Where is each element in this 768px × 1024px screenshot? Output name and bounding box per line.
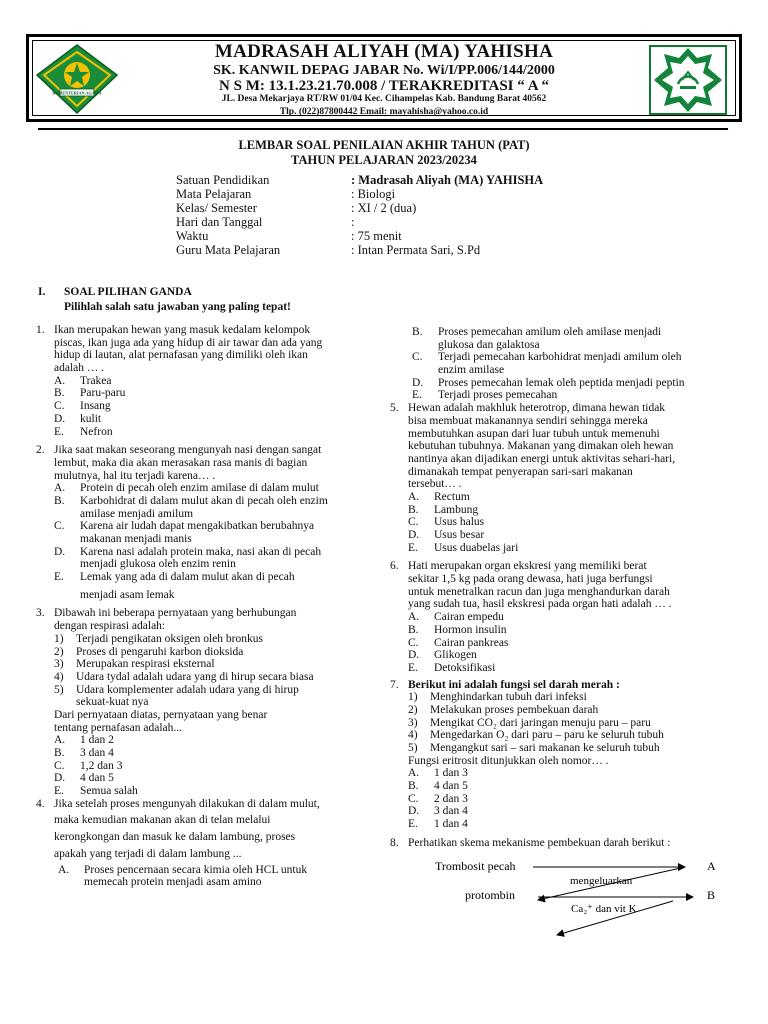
option-letter: A. (408, 611, 420, 624)
line-text: makanan menjadi manis (80, 533, 192, 545)
question-text-line (36, 470, 381, 483)
option-letter: 2) (54, 645, 64, 658)
line-text: Protein di pecah oleh enzim amilase di dalam mulut (80, 482, 319, 495)
diagram-mengeluarkan: mengeluarkan (570, 875, 633, 887)
line-text: 2 dan 3 (434, 792, 468, 805)
line-text: Karena nasi adalah protein maka, nasi akan di pecah (80, 545, 322, 558)
line-text: Usus besar (434, 529, 485, 541)
question-text-line (36, 337, 381, 350)
question-text-line (390, 478, 742, 491)
line-text: Trakea (80, 374, 112, 387)
answer-option (390, 389, 742, 402)
question-stem (390, 679, 742, 692)
line-text: Merupakan respirasi eksternal (76, 658, 215, 671)
answer-option (36, 426, 381, 439)
answer-option (390, 637, 742, 650)
line-text: Detoksifikasi (434, 661, 496, 674)
info-value: : Intan Permata Sari, S.Pd (351, 243, 481, 257)
statement-item (390, 691, 742, 704)
info-row (176, 229, 543, 243)
line-text: Menghindarkan tubuh dari infeksi (430, 691, 587, 704)
question-text: Dibawah ini beberapa pernyataan yang berhubungan (54, 607, 297, 620)
question-text: Hati merupakan organ ekskresi yang memiliki berat (408, 560, 647, 573)
answer-option (390, 504, 742, 517)
question-text-line (390, 440, 742, 453)
line-text: Semua salah (80, 785, 138, 798)
diagram-label-b: B (707, 888, 716, 902)
line-text: apakah yang terjadi di dalam lambung ... (54, 847, 242, 860)
question-text-line (390, 755, 742, 768)
line-text: Glikogen (434, 649, 477, 662)
option-letter: A. (54, 374, 66, 387)
line-text: tersebut… . (408, 478, 462, 491)
line-text: Mengedarkan O₂ dari paru – paru ke seluruh tubuh (430, 729, 664, 742)
line-text: yang sudah tua, hasil ekskresi pada organ hati adalah … . (408, 598, 672, 611)
line-text: Cairan pankreas (434, 636, 509, 649)
line-text: Karena air ludah dapat mengakibatkan berubahnya (80, 520, 315, 533)
info-row (176, 173, 543, 187)
question-number: 5. (390, 402, 399, 415)
line-text: Insang (80, 400, 111, 413)
question-number: 6. (390, 560, 399, 573)
statement-continuation (36, 696, 381, 709)
line-text: kulit (80, 412, 102, 425)
option-letter: C. (54, 520, 65, 533)
option-letter: C. (412, 351, 423, 364)
answer-option (390, 662, 742, 675)
option-letter: B. (408, 503, 419, 516)
answer-option (390, 649, 742, 662)
question-text-line (36, 362, 381, 375)
line-text: Terjadi pemecahan karbohidrat menjadi amilum oleh (438, 351, 682, 364)
line-text: Mengangkut sari – sari makanan ke seluruh tubuh (430, 742, 660, 754)
question-number: 4. (36, 797, 45, 810)
answer-option-continuation (36, 508, 381, 521)
right-column-questions (390, 326, 742, 850)
contact-phone: Tlp. (022)87800442 Email: (279, 107, 388, 117)
answer-option (36, 375, 381, 388)
option-letter: 4) (54, 670, 64, 683)
option-letter: B. (54, 747, 65, 759)
question-text-line (36, 709, 381, 722)
option-letter: E. (408, 661, 418, 674)
answer-option (36, 400, 381, 413)
line-text: Fungsi eritrosit ditunjukkan oleh nomor… . (408, 754, 609, 767)
info-value: : Biologi (351, 187, 396, 201)
line-text: 1,2 dan 3 (80, 759, 123, 772)
statement-item (390, 704, 742, 717)
line-text: Proses pemecahan amilum oleh amilase menjadi (438, 326, 662, 338)
header-divider (38, 128, 728, 130)
answer-option (390, 529, 742, 542)
option-letter: 1) (54, 632, 64, 645)
line-text: amilase menjadi amilum (80, 507, 194, 520)
left-column-questions (36, 324, 381, 889)
section-instruction: Pilihlah salah satu jawaban yang paling tepat! (64, 301, 291, 313)
line-text: kerongkongan dan masuk ke dalam lambung, proses (54, 831, 296, 844)
line-text: kebutuhan tubuhnya. Makanan yang dimakan oleh hewan (408, 440, 674, 453)
line-text: 3 dan 4 (434, 805, 468, 818)
section-title: SOAL PILIHAN GANDA (64, 286, 192, 298)
question-text: Hewan adalah makhluk heterotrop, dimana hewan tidak (408, 402, 666, 415)
question-text-line (390, 415, 742, 428)
statement-item (36, 633, 381, 646)
answer-option-continuation (390, 364, 742, 377)
statement-item (36, 658, 381, 671)
line-text: Udara tydal adalah udara yang di hirup secara biasa (76, 670, 314, 683)
sk-number: SK. KANWIL DEPAG JABAR No. Wi/I/PP.006/144/2000 (213, 63, 555, 78)
answer-option-continuation (390, 339, 742, 352)
question-text: Ikan merupakan hewan yang masuk kedalam kelompok (54, 324, 311, 336)
line-text: Melakukan proses pembekuan darah (430, 703, 599, 716)
question-stem (390, 837, 742, 850)
answer-option (36, 387, 381, 400)
line-text: dimanakah tempat penyerapan sari-sari makanan (408, 465, 633, 478)
school-address: JL. Desa Mekarjaya RT/RW 01/04 Kec. Cihampelas Kab. Bandung Barat 40562 (221, 94, 547, 104)
answer-option (390, 818, 742, 831)
option-letter: 5) (54, 683, 64, 696)
question-stem (390, 560, 742, 573)
option-letter: 1) (408, 691, 418, 704)
info-label: Mata Pelajaran (176, 187, 252, 201)
diagram-ca-vitk: Ca₂⁺ dan vit K (571, 903, 637, 915)
option-letter: D. (408, 805, 420, 818)
question-number: 1. (36, 324, 45, 336)
info-row (176, 243, 543, 257)
statement-item (390, 729, 742, 742)
answer-option (390, 516, 742, 529)
question-stem (36, 607, 381, 620)
question-text-line (36, 620, 381, 633)
option-letter: A. (58, 863, 70, 876)
answer-option (36, 760, 381, 773)
answer-option (390, 542, 742, 555)
line-text: lembut, maka dia akan merasakan rasa manis di bagian (54, 456, 308, 469)
info-label: Kelas/ Semester (176, 201, 257, 215)
line-text: menjadi glukosa oleh enzim renin (80, 558, 236, 571)
statement-item (36, 671, 381, 684)
question-text-line (390, 466, 742, 479)
answer-option (390, 611, 742, 624)
question-stem (36, 324, 381, 337)
question-text-line (390, 453, 742, 466)
answer-option (390, 767, 742, 780)
option-letter: D. (54, 772, 66, 785)
line-text: 1 dan 4 (434, 818, 468, 831)
contact-email[interactable]: mayahisha@yahoo.co.id (389, 107, 489, 117)
option-letter: C. (408, 516, 419, 529)
line-text: Mengikat CO₂ dari jaringan menuju paru – paru (430, 716, 651, 729)
line-text: Cairan empedu (434, 611, 504, 624)
option-letter: E. (54, 571, 64, 584)
line-text: Proses pemecahan lemak oleh peptida menjadi peptin (438, 376, 685, 389)
answer-option (390, 793, 742, 806)
line-text: Udara komplementer adalah udara yang di hirup (76, 683, 299, 696)
doc-title-line2: TAHUN PELAJARAN 2023/20234 (291, 153, 477, 167)
info-row (176, 201, 543, 215)
line-text: 1 dan 3 (434, 767, 468, 780)
option-letter: C. (54, 400, 65, 413)
line-text: sekuat-kuat nya (76, 696, 149, 709)
question-text-line (36, 349, 381, 362)
option-letter: B. (408, 780, 419, 793)
option-letter: B. (54, 494, 65, 507)
coagulation-diagram (405, 855, 745, 945)
question-text-line (36, 814, 381, 827)
info-row (176, 215, 543, 229)
question-text-line (390, 428, 742, 441)
section-number: I. (38, 286, 46, 298)
line-text: Proses pencernaan secara kimia oleh HCL untuk (84, 863, 308, 876)
line-text: Dari pernyataan diatas, pernyataan yang benar (54, 708, 268, 721)
answer-option-continuation (36, 876, 381, 889)
answer-option (36, 864, 381, 877)
line-text: hidup di lautan, alat pernafasan yang dimiliki oleh ikan (54, 349, 308, 362)
option-letter: D. (408, 649, 420, 662)
line-text: 4 dan 5 (434, 780, 468, 793)
school-name: MADRASAH ALIYAH (MA) YAHISHA (214, 41, 554, 62)
diagram-label-a: A (707, 859, 716, 873)
line-text: tentang pernafasan adalah... (54, 721, 183, 734)
option-letter: C. (54, 759, 65, 772)
info-value: : (351, 215, 355, 229)
exam-info-table (176, 173, 543, 257)
answer-option (390, 491, 742, 504)
option-letter: A. (408, 767, 420, 780)
line-text: adalah … . (54, 362, 105, 375)
answer-option (390, 351, 742, 364)
line-text: untuk menetralkan racun dan juga menghandurkan darah (408, 585, 670, 598)
option-letter: E. (54, 425, 64, 438)
info-label: Hari dan Tanggal (176, 215, 263, 229)
line-text: Karbohidrat di dalam mulut akan di pecah oleh enzim (80, 494, 328, 507)
answer-option (36, 546, 381, 559)
option-letter: 5) (408, 742, 418, 754)
answer-option (390, 624, 742, 637)
doc-title-line1: LEMBAR SOAL PENILAIAN AKHIR TAHUN (PAT) (238, 138, 530, 152)
question-text-line (390, 598, 742, 611)
answer-option-continuation (36, 533, 381, 546)
option-letter: 4) (408, 729, 418, 742)
answer-option (36, 747, 381, 760)
school-contact (0, 107, 768, 117)
option-letter: B. (54, 387, 65, 400)
option-letter: E. (408, 818, 418, 831)
logo-caption: KEMENTERIAN AGAMA (52, 90, 102, 96)
option-letter: C. (408, 636, 419, 649)
line-text: dengan respirasi adalah: (54, 620, 166, 633)
statement-item (36, 684, 381, 697)
question-text-line (390, 573, 742, 586)
option-letter: E. (412, 389, 422, 402)
option-letter: 3) (408, 716, 418, 729)
question-text-line (36, 722, 381, 735)
line-text: 1 dan 2 (80, 734, 114, 747)
line-text: Usus duabelas jari (434, 541, 519, 554)
line-text: menjadi asam lemak (80, 588, 175, 601)
option-letter: E. (54, 785, 64, 798)
statement-item (390, 717, 742, 730)
line-text: Usus halus (434, 516, 485, 529)
answer-option (36, 520, 381, 533)
question-stem (36, 444, 381, 457)
line-text: sekitar 1,5 kg pada orang dewasa, hati juga berfungsi (408, 573, 653, 586)
question-text: Perhatikan skema mekanisme pembekuan darah berikut : (408, 836, 671, 849)
question-text-line (36, 457, 381, 470)
answer-option (36, 571, 381, 584)
option-letter: 2) (408, 703, 418, 716)
answer-option (36, 413, 381, 426)
answer-option (390, 805, 742, 818)
info-row (176, 187, 543, 201)
answer-option (36, 482, 381, 495)
option-letter: D. (412, 376, 424, 389)
line-text: Lambung (434, 503, 479, 516)
option-letter: E. (408, 541, 418, 554)
option-letter: D. (54, 545, 66, 558)
line-text: maka kemudian makanan akan di telan melalui (54, 814, 271, 827)
line-text: 4 dan 5 (80, 772, 114, 785)
question-text-line (36, 831, 381, 844)
statement-item (390, 742, 742, 755)
question-text-line (36, 848, 381, 861)
line-text: membutuhkan asupan dari luar tubuh untuk memenuhi (408, 427, 660, 440)
option-letter: 3) (54, 658, 64, 671)
answer-option (36, 495, 381, 508)
option-letter: B. (412, 326, 423, 338)
answer-option (390, 780, 742, 793)
line-text: Terjadi proses pemecahan (438, 389, 558, 402)
diagram-trombosit: Trombosit pecah (435, 859, 516, 873)
line-text: Hormon insulin (434, 623, 507, 636)
line-text: memecah protein menjadi asam amino (84, 876, 262, 889)
line-text: Rectum (434, 490, 470, 503)
line-text: enzim amilase (438, 364, 505, 377)
statement-item (36, 646, 381, 659)
line-text: Nefron (80, 425, 113, 438)
line-text: bisa membuat makanannya sendiri sehingga mereka (408, 414, 648, 427)
question-stem (390, 402, 742, 415)
option-letter: A. (408, 490, 420, 503)
question-number: 7. (390, 678, 399, 691)
line-text: nantinya akan dijadikan energi untuk aktivitas sehari-hari, (408, 452, 676, 465)
line-text: Proses di pengaruhi karbon dioksida (76, 645, 244, 658)
question-number: 2. (36, 444, 45, 457)
answer-option (36, 734, 381, 747)
option-letter: D. (54, 412, 66, 425)
question-text-line (390, 586, 742, 599)
option-letter: C. (408, 792, 419, 805)
line-text: piscas, ikan juga ada yang hidup di air tawar dan ada yang (54, 336, 323, 349)
option-letter: D. (408, 529, 420, 541)
info-label: Waktu (176, 229, 209, 243)
answer-option (36, 785, 381, 798)
line-text: Terjadi pengikatan oksigen oleh bronkus (76, 632, 263, 645)
line-text: Lemak yang ada di dalam mulut akan di pecah (80, 571, 295, 584)
answer-option (390, 326, 742, 339)
line-text: mulutnya, hal itu terjadi karena… . (54, 469, 216, 482)
question-text: Jika saat makan seseorang mengunyah nasi dengan sangat (54, 444, 322, 457)
answer-option-continuation (36, 589, 381, 602)
info-value: : Madrasah Aliyah (MA) YAHISHA (351, 173, 544, 187)
info-value: : XI / 2 (dua) (351, 201, 417, 215)
diagram-protombin: protombin (465, 888, 515, 902)
question-text: Jika setelah proses mengunyah dilakukan di dalam mulut, (54, 797, 320, 810)
answer-option-continuation (36, 558, 381, 571)
option-letter: A. (54, 734, 66, 747)
question-number: 8. (390, 836, 399, 849)
question-text: Berikut ini adalah fungsi sel darah merah : (408, 678, 620, 691)
option-letter: A. (54, 482, 66, 495)
line-text: Paru-paru (80, 387, 126, 400)
line-text: glukosa dan galaktosa (438, 338, 540, 351)
line-text: 3 dan 4 (80, 747, 114, 759)
question-stem (36, 798, 381, 811)
info-label: Guru Mata Pelajaran (176, 243, 281, 257)
info-value: : 75 menit (351, 229, 402, 243)
nsm-accreditation: N S M: 13.1.23.21.70.008 / TERAKREDITASI “ A “ (219, 78, 549, 94)
option-letter: B. (408, 623, 419, 636)
answer-option (390, 377, 742, 390)
answer-option (36, 772, 381, 785)
question-number: 3. (36, 607, 45, 620)
info-label: Satuan Pendidikan (176, 173, 270, 187)
